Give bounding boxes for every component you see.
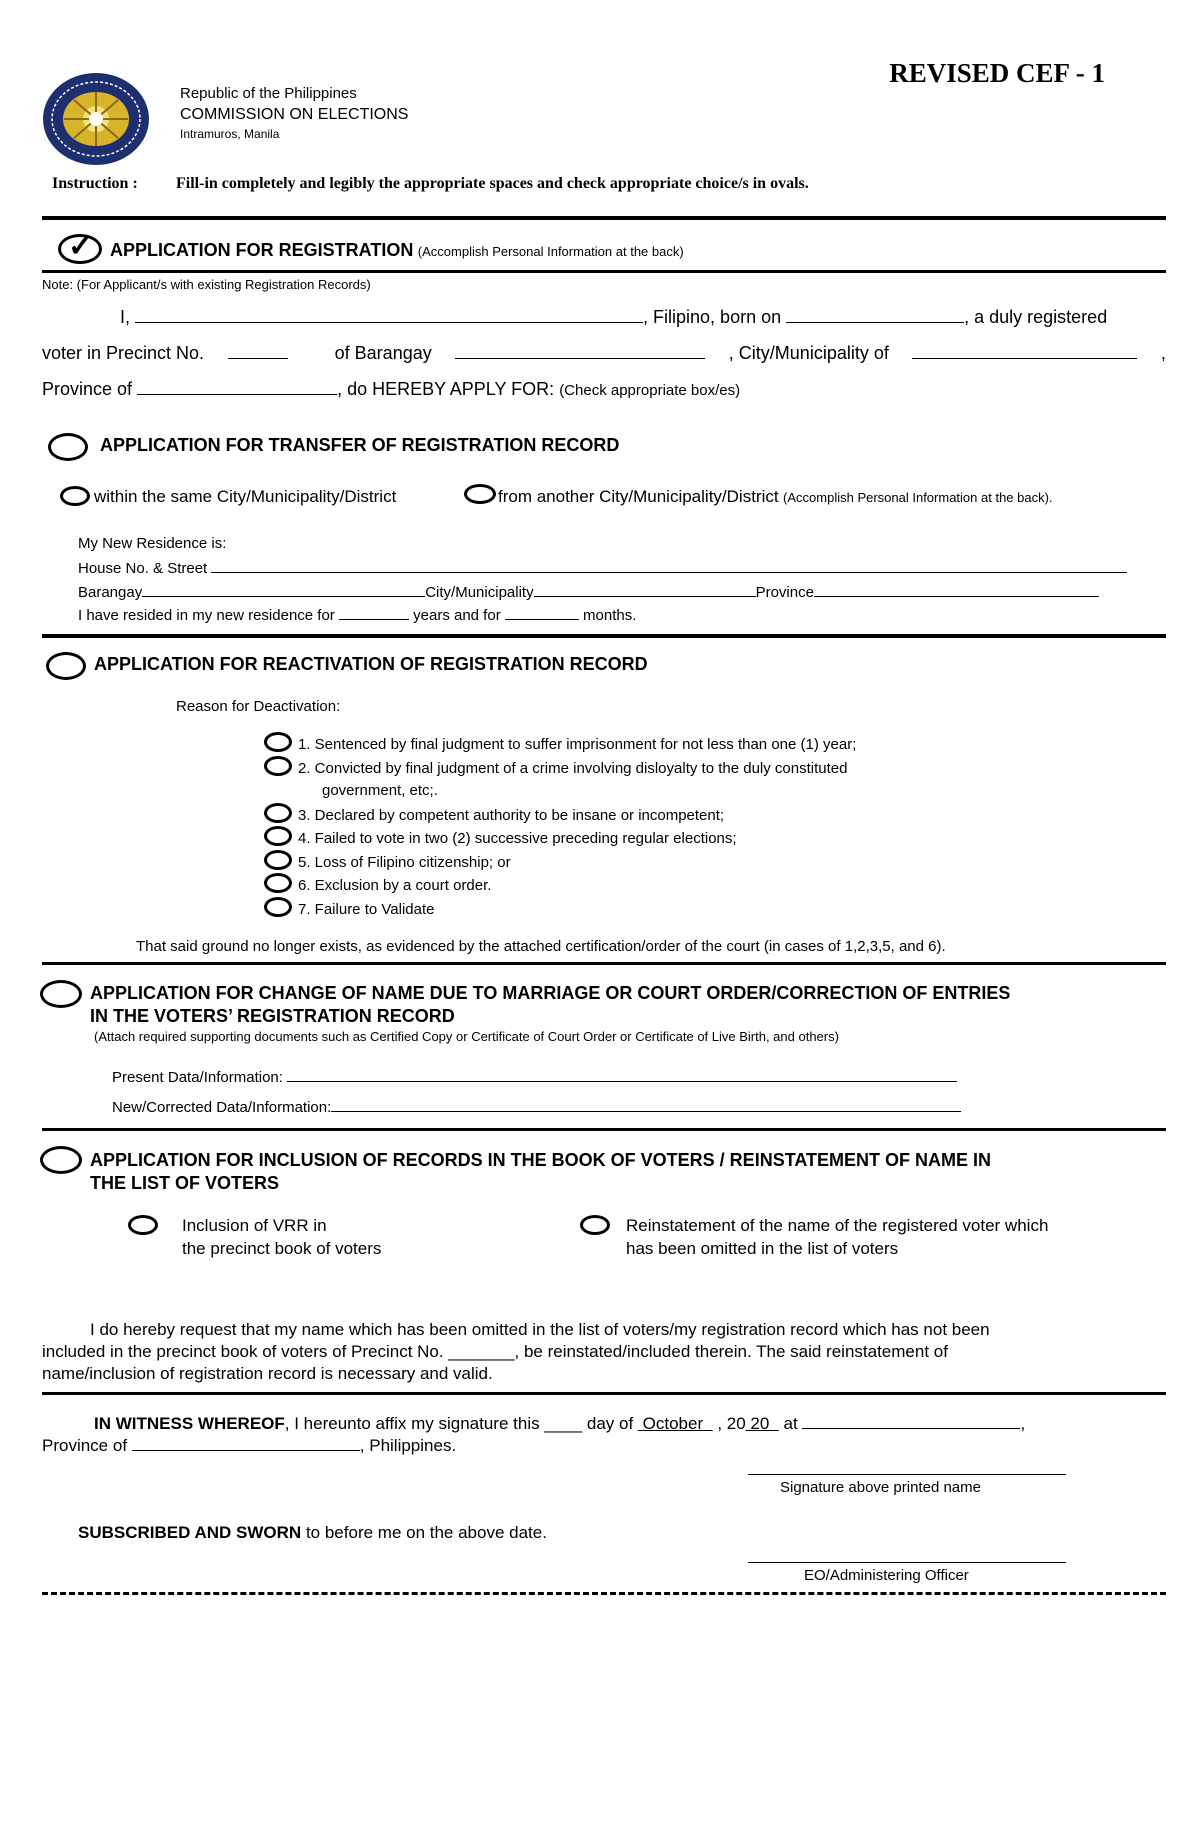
label-voter-precinct: voter in Precinct No.	[42, 343, 205, 363]
officer-signature-line[interactable]	[748, 1546, 1066, 1563]
residence-label: My New Residence is:	[78, 535, 227, 552]
label-apply: , do HEREBY APPLY FOR:	[337, 379, 555, 399]
province-label: Province	[755, 584, 814, 601]
divider	[42, 634, 1166, 638]
sworn-bold: SUBSCRIBED AND SWORN	[78, 1523, 302, 1542]
comelec-seal	[40, 70, 152, 168]
registration-line-1	[120, 304, 1107, 328]
label-check-boxes: (Check appropriate box/es)	[559, 382, 741, 399]
witness-text-2: , 20	[717, 1414, 746, 1433]
reason-radio-5[interactable]	[264, 850, 292, 870]
form-code: REVISED CEF - 1	[889, 58, 1105, 88]
city-label: City/Municipality	[425, 584, 534, 601]
witness-text-3: at	[783, 1414, 798, 1433]
reinstate-radio[interactable]	[580, 1215, 610, 1235]
from-city-label	[498, 487, 1053, 507]
months-field[interactable]	[505, 604, 579, 620]
new-barangay-field[interactable]	[142, 581, 425, 597]
label-comma: ,	[1160, 343, 1166, 363]
change-name-title-1: APPLICATION FOR CHANGE OF NAME DUE TO MARRIAGE OR COURT ORDER/CORRECTION OF ENTRIES	[90, 983, 1011, 1003]
witness-province-field[interactable]	[132, 1433, 360, 1451]
within-city-label: within the same City/Municipality/District	[94, 487, 397, 506]
location-label: Intramuros, Manila	[180, 127, 280, 141]
from-city-radio[interactable]	[464, 484, 496, 504]
present-data-field[interactable]	[287, 1066, 957, 1082]
corrected-data-field[interactable]	[331, 1096, 961, 1112]
divider	[42, 962, 1166, 965]
reinstate-label-1: Reinstatement of the name of the registered voter which	[626, 1216, 1049, 1235]
reason-radio-4[interactable]	[264, 826, 292, 846]
city-field[interactable]	[912, 340, 1137, 359]
reactivation-checkbox[interactable]	[46, 652, 86, 680]
registration-line-2	[42, 340, 1166, 364]
reason-radio-6[interactable]	[264, 873, 292, 893]
witness-place-field[interactable]	[802, 1411, 1020, 1429]
witness-month[interactable]: October	[642, 1414, 704, 1433]
witness-line-2	[42, 1433, 456, 1456]
label-of-barangay: of Barangay	[334, 343, 432, 363]
reason-label: Reason for Deactivation:	[176, 698, 341, 715]
inclusion-vrr-label-1: Inclusion of VRR in	[182, 1216, 327, 1235]
transfer-title: APPLICATION FOR TRANSFER OF REGISTRATION RECORD	[100, 435, 620, 455]
inclusion-title-1: APPLICATION FOR INCLUSION OF RECORDS IN THE BOOK OF VOTERS / REINSTATEMENT OF NAME IN	[90, 1150, 992, 1170]
birthdate-field[interactable]	[786, 304, 964, 323]
reason-4: 4. Failed to vote in two (2) successive preceding regular elections;	[298, 830, 737, 847]
cut-line	[42, 1592, 1166, 1595]
transfer-checkbox[interactable]	[48, 433, 88, 461]
signature-line[interactable]	[748, 1458, 1066, 1475]
reason-radio-2[interactable]	[264, 756, 292, 776]
label-province: Province of	[42, 379, 133, 399]
registration-line-3	[42, 376, 740, 400]
new-province-field[interactable]	[814, 581, 1099, 597]
request-line-2: included in the precinct book of voters of Precinct No. _______, be reinstated/included therein. The said reinstatement of	[42, 1342, 948, 1361]
reason-2-cont: government, etc;.	[322, 782, 438, 799]
label-i: I,	[120, 307, 131, 327]
precinct-field[interactable]	[228, 340, 288, 359]
reason-6: 6. Exclusion by a court order.	[298, 877, 492, 894]
divider	[42, 1128, 1166, 1131]
present-data-label: Present Data/Information:	[112, 1069, 283, 1086]
divider	[42, 270, 1166, 273]
from-city-text: from another City/Municipality/District	[498, 487, 779, 506]
witness-bold: IN WITNESS WHEREOF	[94, 1414, 285, 1433]
from-city-note: (Accomplish Personal Information at the back).	[783, 490, 1053, 505]
signature-label: Signature above printed name	[780, 1479, 981, 1496]
inclusion-vrr-radio[interactable]	[128, 1215, 158, 1235]
barangay-label: Barangay	[78, 584, 143, 601]
check-icon: ✓	[68, 230, 94, 263]
reason-radio-1[interactable]	[264, 732, 292, 752]
address-row	[78, 581, 1099, 601]
divider	[42, 216, 1166, 220]
reason-2: 2. Convicted by final judgment of a crime involving disloyalty to the duly constituted	[298, 760, 848, 777]
name-field[interactable]	[135, 304, 643, 323]
resided-label-1: I have resided in my new residence for	[78, 607, 335, 624]
ground-note: That said ground no longer exists, as evidenced by the attached certification/order of the court (in cases of 1,2,3,5, and 6).	[136, 938, 946, 955]
resided-row	[78, 604, 636, 624]
present-data-row	[112, 1066, 957, 1086]
resided-label-2: years and for	[413, 607, 501, 624]
attach-note: (Attach required supporting documents such as Certified Copy or Certificate of Court Order or Certificate of Live Birth, and others)	[94, 1029, 839, 1044]
witness-year[interactable]: 20	[750, 1414, 770, 1433]
registration-note: Note: (For Applicant/s with existing Registration Records)	[42, 277, 371, 292]
barangay-field[interactable]	[455, 340, 705, 359]
witness-province-label: Province of	[42, 1436, 128, 1455]
inclusion-vrr-label-2: the precinct book of voters	[182, 1239, 382, 1258]
house-label: House No. & Street	[78, 560, 208, 577]
reason-7: 7. Failure to Validate	[298, 901, 435, 918]
reason-radio-7[interactable]	[264, 897, 292, 917]
request-line-3: name/inclusion of registration record is necessary and valid.	[42, 1364, 493, 1383]
instruction-label: Instruction :	[52, 175, 138, 192]
change-name-title-2: IN THE VOTERS’ REGISTRATION RECORD	[90, 1006, 455, 1026]
inclusion-checkbox[interactable]	[40, 1146, 82, 1174]
request-text-1: I do hereby request that my name which has been omitted in the list of voters/my registration record which has not been	[90, 1320, 990, 1339]
witness-text-1: , I hereunto affix my signature this ____ day of	[284, 1414, 634, 1433]
reason-1: 1. Sentenced by final judgment to suffer imprisonment for not less than one (1) year;	[298, 736, 857, 753]
republic-label: Republic of the Philippines	[180, 85, 357, 102]
sworn-line	[78, 1523, 547, 1543]
new-city-field[interactable]	[534, 581, 756, 597]
reason-3: 3. Declared by competent authority to be insane or incompetent;	[298, 807, 725, 824]
corrected-data-row	[112, 1096, 961, 1116]
label-city: , City/Municipality of	[728, 343, 889, 363]
divider	[42, 1392, 1166, 1395]
reactivation-title: APPLICATION FOR REACTIVATION OF REGISTRATION RECORD	[94, 654, 648, 674]
change-name-checkbox[interactable]	[40, 980, 82, 1008]
label-registered: , a duly registered	[964, 307, 1108, 327]
sworn-text: to before me on the above date.	[305, 1523, 547, 1542]
commission-label: COMMISSION ON ELECTIONS	[180, 106, 409, 123]
instruction-text: Fill-in completely and legibly the appropriate spaces and check appropriate choice/s in ovals.	[176, 175, 809, 192]
registration-title	[110, 240, 684, 261]
witness-line-1	[94, 1411, 1025, 1434]
registration-title-note: (Accomplish Personal Information at the back)	[417, 244, 684, 259]
within-city-radio[interactable]	[60, 486, 90, 506]
years-field[interactable]	[339, 604, 409, 620]
witness-philippines: , Philippines.	[359, 1436, 457, 1455]
province-field[interactable]	[137, 376, 337, 395]
inclusion-title-2: THE LIST OF VOTERS	[90, 1173, 280, 1193]
registration-title-text: APPLICATION FOR REGISTRATION	[110, 240, 414, 260]
resided-label-3: months.	[583, 607, 637, 624]
request-line-1	[90, 1320, 1166, 1340]
officer-label: EO/Administering Officer	[804, 1567, 969, 1584]
reinstate-label-2: has been omitted in the list of voters	[626, 1239, 899, 1258]
corrected-data-label: New/Corrected Data/Information:	[112, 1099, 332, 1116]
reason-radio-3[interactable]	[264, 803, 292, 823]
house-row	[78, 557, 1127, 577]
house-field[interactable]	[211, 557, 1127, 573]
reason-5: 5. Loss of Filipino citizenship; or	[298, 854, 511, 871]
witness-text-4: ,	[1020, 1414, 1026, 1433]
label-filipino: , Filipino, born on	[643, 307, 782, 327]
